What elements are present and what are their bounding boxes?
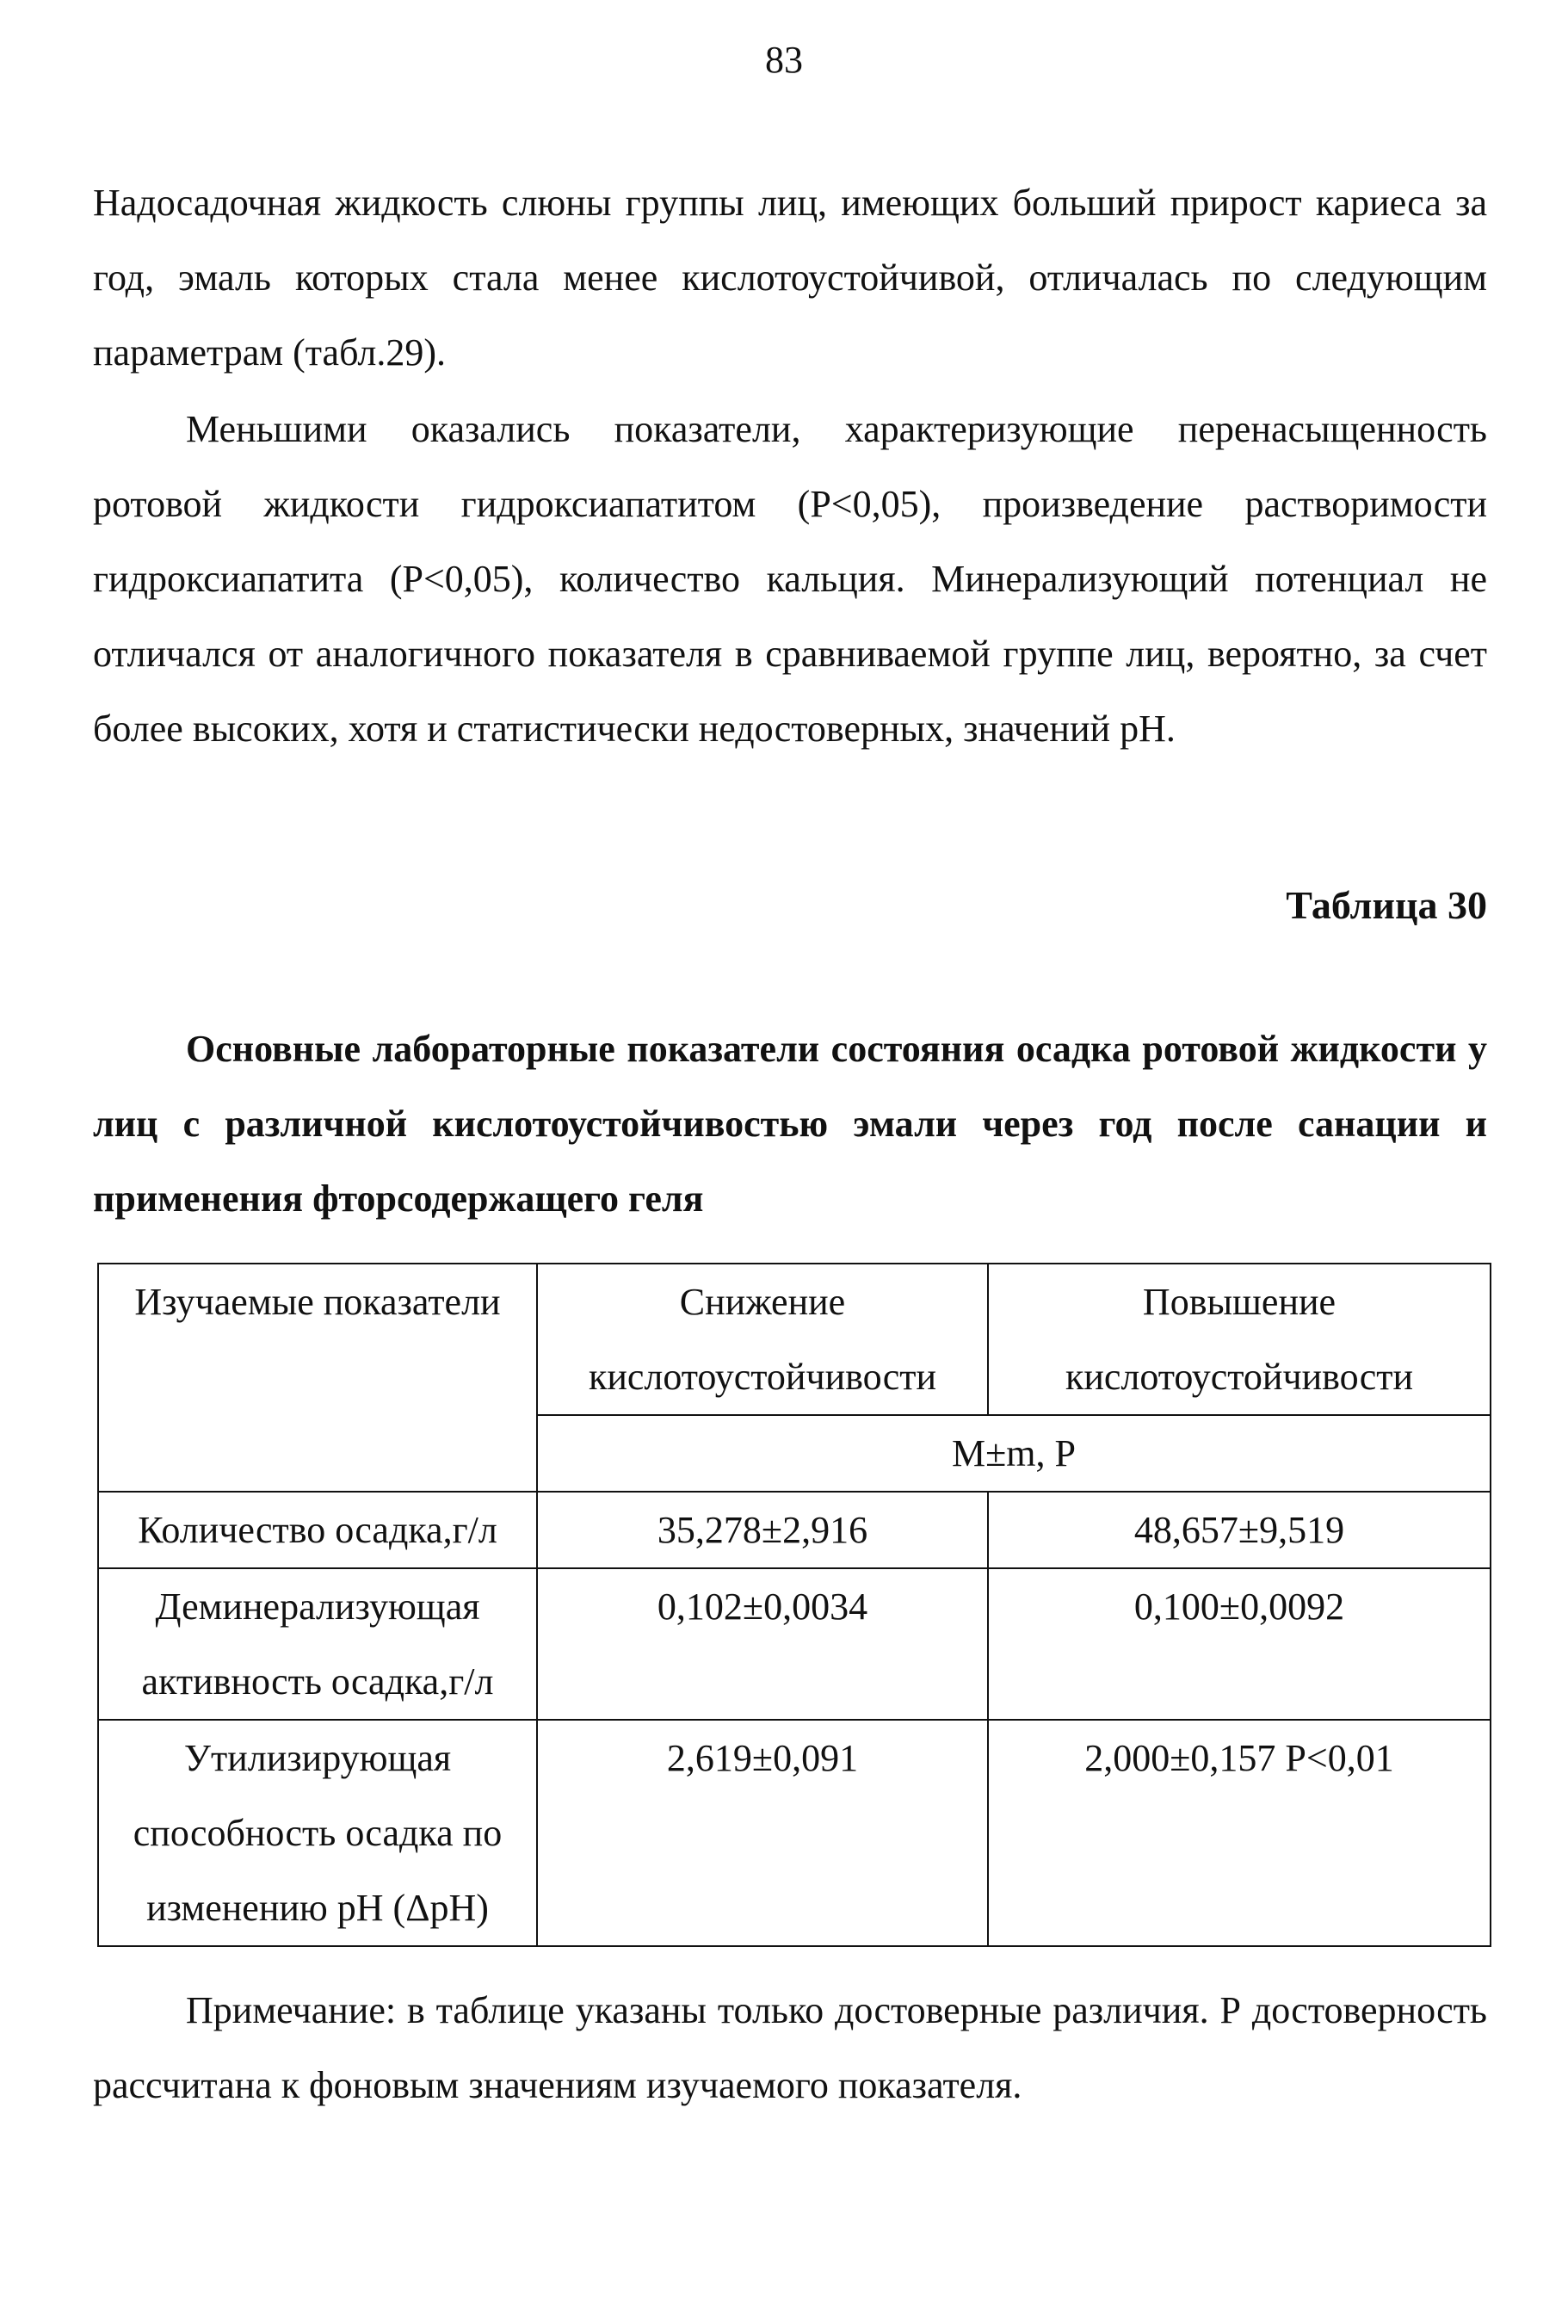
row-decrease-value: 0,102±0,0034 xyxy=(537,1568,988,1720)
row-indicator: Утилизирующая способность осадка по изменению рН (ΔрН) xyxy=(98,1720,537,1946)
table-row xyxy=(98,1568,1491,1720)
page-number: 83 xyxy=(765,39,803,81)
header-increase: Повышение кислотоустойчивости xyxy=(988,1264,1491,1415)
row-decrease-value: 35,278±2,916 xyxy=(537,1492,988,1568)
paragraph-1: Надосадочная жидкость слюны группы лиц, имеющих больший прирост кариеса за год, эмаль которых стала менее кислотоустойчивой, отличалась по следующим параметрам (табл.29). xyxy=(93,182,1487,374)
row-indicator: Деминерализующая активность осадка,г/л xyxy=(98,1568,537,1720)
header-indicator: Изучаемые показатели xyxy=(98,1264,537,1492)
row-increase-value: 48,657±9,519 xyxy=(988,1492,1491,1568)
table-note: Примечание: в таблице указаны только достоверные различия. Р достоверность рассчитана к фоновым значениям изучаемого показателя. xyxy=(93,1989,1487,2106)
row-increase-value: 2,000±0,157 Р<0,01 xyxy=(988,1720,1491,1946)
table-row xyxy=(98,1720,1491,1946)
row-decrease-value: 2,619±0,091 xyxy=(537,1720,988,1946)
table-header-row xyxy=(98,1264,1491,1415)
header-decrease: Снижение кислотоустойчивости xyxy=(537,1264,988,1415)
data-table xyxy=(97,1263,1491,1947)
table-row xyxy=(98,1492,1491,1568)
paragraph-2: Меньшими оказались показатели, характеризующие перенасыщенность ротовой жидкости гидроксиапатитом (Р<0,05), произведение растворимости гидроксиапатита (Р<0,05), количество кальция. Минерализующий потенциал не отличался от аналогичного показателя в сравниваемой группе лиц, вероятно, за счет более высоких, хотя и статистически недостоверных, значений рН. xyxy=(93,408,1487,750)
row-indicator: Количество осадка,г/л xyxy=(98,1492,537,1568)
table-label: Таблица 30 xyxy=(1286,883,1487,927)
table-title: Основные лабораторные показатели состояния осадка ротовой жидкости у лиц с различной кислотоустойчивостью эмали через год после санации и применения фторсодержащего геля xyxy=(93,1028,1487,1220)
header-stat: M±m, P xyxy=(537,1415,1491,1492)
row-increase-value: 0,100±0,0092 xyxy=(988,1568,1491,1720)
